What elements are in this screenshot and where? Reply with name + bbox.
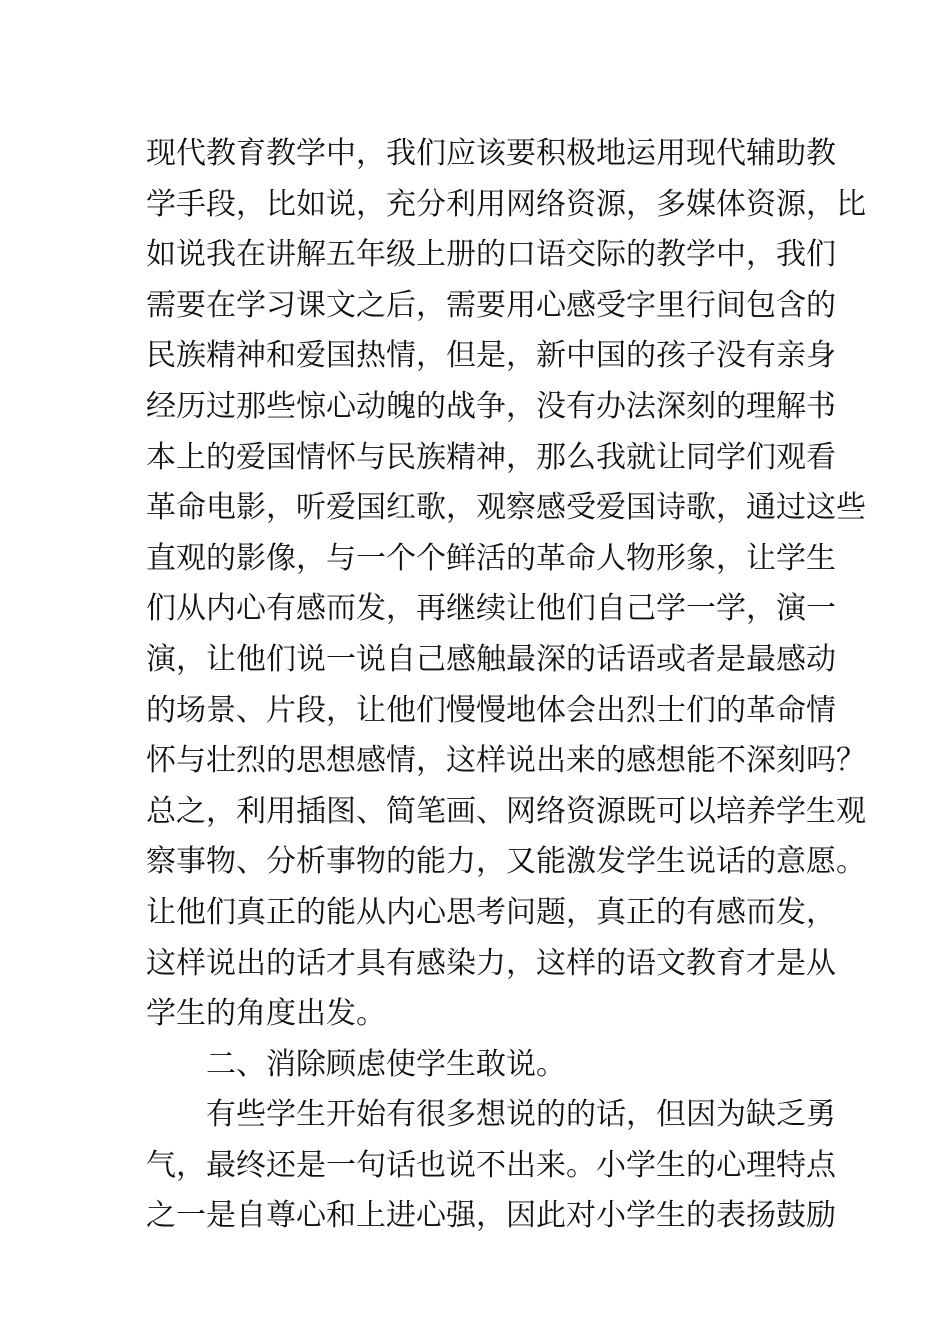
text-line: 让他们真正的能从内心思考问题，真正的有感而发， — [146, 894, 836, 930]
text-line: 之一是自尊心和上进心强，因此对小学生的表扬鼓励 — [146, 1198, 836, 1234]
text-line: 需要在学习课文之后，需要用心感受字里行间包含的 — [146, 287, 836, 323]
text-line: 演，让他们说一说自己感触最深的话语或者是最感动 — [146, 641, 836, 677]
text-line: 经历过那些惊心动魄的战争，没有办法深刻的理解书 — [146, 388, 836, 424]
section-heading: 二、消除顾虑使学生敢说。 — [206, 1046, 566, 1082]
text-line: 直观的影像，与一个个鲜活的革命人物形象，让学生 — [146, 540, 836, 576]
text-line: 民族精神和爱国热情，但是，新中国的孩子没有亲身 — [146, 338, 836, 374]
text-line: 革命电影，听爱国红歌，观察感受爱国诗歌，通过这些 — [146, 490, 866, 526]
text-line: 学手段，比如说，充分利用网络资源，多媒体资源，比 — [146, 186, 866, 222]
text-line: 现代教育教学中，我们应该要积极地运用现代辅助教 — [146, 136, 836, 171]
text-line: 们从内心有感而发，再继续让他们自己学一学，演一 — [146, 591, 836, 627]
text-line: 如说我在讲解五年级上册的口语交际的教学中，我们 — [146, 237, 836, 273]
text-line: 本上的爱国情怀与民族精神，那么我就让同学们观看 — [146, 439, 836, 475]
body-text — [146, 129, 866, 1242]
text-line: 怀与壮烈的思想感情，这样说出来的感想能不深刻吗？ — [146, 743, 866, 779]
text-line: 察事物、分析事物的能力，又能激发学生说话的意愿。 — [146, 844, 866, 880]
text-line: 的场景、片段，让他们慢慢地体会出烈士们的革命情 — [146, 692, 836, 728]
text-line: 学生的角度出发。 — [146, 996, 386, 1032]
text-line: 气，最终还是一句话也说不出来。小学生的心理特点 — [146, 1147, 836, 1183]
text-line: 总之，利用插图、简笔画、网络资源既可以培养学生观 — [146, 793, 866, 829]
text-line: 这样说出的话才具有感染力，这样的语文教育才是从 — [146, 945, 836, 981]
paragraph-first-line: 有些学生开始有很多想说的的话，但因为缺乏勇 — [206, 1097, 836, 1133]
